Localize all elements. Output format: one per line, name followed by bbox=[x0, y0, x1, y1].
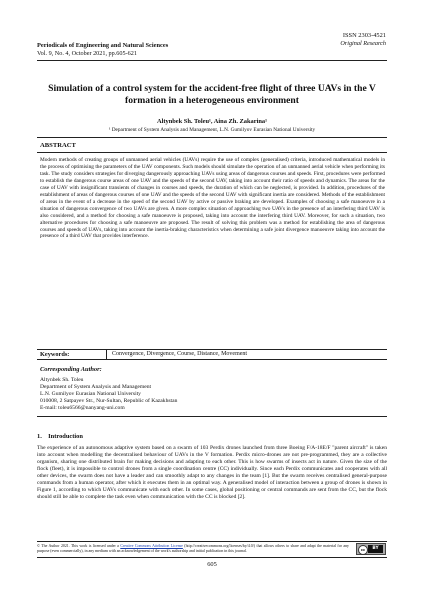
corresponding-author-email[interactable]: E-mail: toleu6566@nanyang-uni.com bbox=[40, 405, 125, 411]
corresponding-author-university: L.N. Gumilyov Eurasian National University bbox=[40, 391, 141, 397]
keywords-bottom-rule bbox=[37, 359, 387, 360]
journal-name: Periodicals of Engineering and Natural Sciences bbox=[37, 42, 169, 49]
abstract-top-rule bbox=[37, 137, 387, 138]
corresponding-author-address: 010008, 2 Satpayev Str., Nur-Sultan, Republic of Kazakhstan bbox=[40, 398, 178, 404]
article-title: Simulation of a control system for the accident-free flight of three UAVs in the V formation in a heterogeneous environment bbox=[48, 83, 376, 106]
author-list: Altynbek Sh. Toleu¹, Aina Zh. Zakarina¹ bbox=[156, 118, 268, 125]
issn: ISSN 2303-4521 bbox=[342, 32, 386, 39]
license-prefix: © The Author 2021. This work is licensed under a bbox=[37, 544, 121, 548]
abstract-heading: ABSTRACT bbox=[40, 142, 76, 149]
article-type: Original Research bbox=[340, 40, 386, 47]
journal-volume: Vol. 9, No. 4, October 2021, pp.605-621 bbox=[37, 50, 137, 57]
corresponding-author-department: Department of System Analysis and Management bbox=[40, 384, 152, 390]
license-link[interactable]: Creative Commons Attribution License bbox=[120, 544, 183, 548]
license-suffix: (http://creativecommons.org/licenses/by/4.0/) that allows others to share and adapt the material for any purpose (even commercially), in any medium with an acknowledgement of the work's authorship and initial publication in this journal. bbox=[37, 544, 349, 553]
license-bottom-rule bbox=[37, 557, 387, 558]
cc-icon: cc bbox=[358, 545, 368, 555]
keywords-divider bbox=[106, 350, 107, 359]
header-rule bbox=[37, 60, 387, 61]
corresponding-bottom-rule bbox=[37, 416, 387, 417]
introduction-heading: 1. Introduction bbox=[37, 433, 83, 440]
page-number: 605 bbox=[207, 561, 217, 568]
license-top-rule bbox=[37, 541, 387, 542]
corresponding-author-heading: Corresponding Author: bbox=[40, 366, 102, 373]
by-icon: BY bbox=[368, 545, 383, 553]
license-notice bbox=[37, 544, 349, 553]
keywords-label: Keywords: bbox=[40, 351, 70, 358]
abstract-body: Modern methods of creating groups of unmanned aerial vehicles (UAVs) require the use of complex (generalised) criteria, introduced mathematical models in the process of optimising the parameters of the UAV components. Such models should simulate the operation of an unmanned aerial vehicle when performing its task. The study considers strategies for diverging dangerously approaching UAVs using areas of dangerous courses and speeds. First, procedures were performed to establish the dangerous course areas of one UAV and the speeds of the second UAV, taking into account their ratio of speeds and dynamics. The areas for the case of UAV with insignificant transients of changes in courses and speeds, the duration of which can be neglected, is provided. In addition, procedures of the establishment of areas of dangerous courses of one UAV and the speeds of the second UAV with significant inertia are considered. Methods of the establishment of areas in the event of a decrease in the speed of the second UAV by active or passive braking are developed. Examples of choosing a safe manoeuvre in a situation of dangerous convergence of two UAVs are given. A more complex situation of approaching two UAVs in the presence of an interfering third UAV is also considered, and a method for choosing a safe manoeuvre is proposed, taking into account the interfering third UAV. Moreover, for such a situation, two alternative procedures for choosing a safe manoeuvre are proposed. The result of solving this problem was a method for establishing the area of dangerous courses and speeds of UAVs, taking into account the inertia-braking characteristics when determining a safe joint divergence manoeuvre taking into account the presence of a third UAV that provides interference. bbox=[40, 157, 385, 240]
abstract-heading-rule bbox=[37, 152, 387, 153]
author-affiliation: ¹ Department of System Analysis and Management, L.N. Gumilyov Eurasian National University bbox=[108, 127, 316, 133]
cc-by-badge[interactable] bbox=[356, 543, 386, 555]
introduction-body: The experience of an autonomous adaptive system based on a swarm of 103 Perdix drones launched from three Boeing F/A-18E/F "parent aircraft" is taken into account when modelling the decentralised behaviour of UAVs in the V formation. Perdix micro-drones are not pre-programmed, they are a collective organism, sharing one distributed brain for making decisions and adapting to each other. This is how swarms of insects act in nature. Given the size of the flock (fleet), it is impossible to control drones from a single coordination centre (CC) individually. Since each Perdix communicates and cooperates with all other devices, the swarm does not have a leader and can smoothly adapt to any changes in the team [1]. But the swarm receives centralised general-purpose commands from a human operator, after which it executes them in an optimal way. A generalised model of interaction between a group of drones is shown in Figure 1, according to which UAVs communicate with each other. In some cases, global positioning or central commands are sent from the CC, but the flock should still be able to complete the task even when communication with the CC is blocked [2]. bbox=[37, 445, 387, 501]
keywords-values: Convergence, Divergence, Course, Distance, Movement bbox=[112, 351, 248, 357]
corresponding-author-name: Altynbek Sh. Toleu bbox=[40, 377, 84, 383]
keywords-row bbox=[37, 350, 387, 359]
